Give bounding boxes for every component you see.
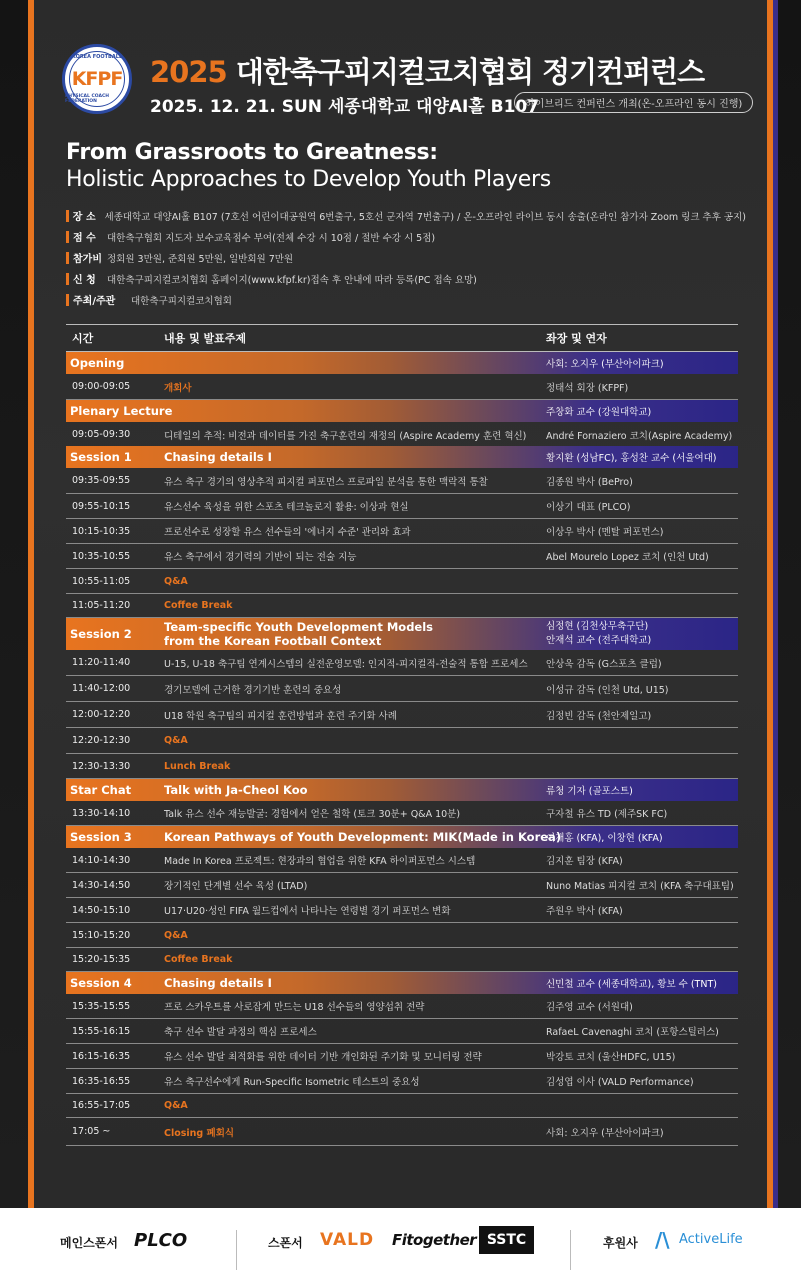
- section-row: [66, 779, 738, 801]
- row-time: 09:00-09:05: [72, 381, 131, 392]
- row-content: 디테일의 추적: 비전과 데이터를 가진 축구훈련의 재정의 (Aspire Academy 훈련 혁신): [164, 430, 527, 442]
- header-time: 시간: [72, 332, 94, 345]
- row-content: Q&A: [164, 575, 188, 587]
- row-time: 09:55-10:15: [72, 500, 131, 512]
- row-time: 14:10-14:30: [72, 854, 131, 866]
- row-content: 유스선수 육성을 위한 스포츠 테크놀로지 활용: 이상과 현실: [164, 502, 409, 513]
- info-line: [66, 292, 746, 307]
- section-row: [66, 352, 738, 374]
- english-title-1: From Grassroots to Greatness:: [66, 140, 438, 165]
- table-row: [66, 650, 738, 676]
- row-speaker: 주창화 교수 (강원대학교): [546, 407, 652, 418]
- row-content: 프로 스카우트를 사로잡게 만드는 U18 선수들의 영양섭취 전략: [164, 1002, 425, 1013]
- row-time: 15:20-15:35: [72, 954, 131, 965]
- row-time: 16:15-16:35: [72, 1050, 131, 1062]
- table-row: [66, 948, 738, 972]
- table-row: [66, 594, 738, 618]
- row-time: 15:55-16:15: [72, 1025, 131, 1037]
- row-time: Opening: [70, 356, 125, 370]
- info-key: 장 소: [72, 212, 96, 223]
- plco-logo: PLCO: [134, 1230, 188, 1251]
- sponsor-footer: [0, 1208, 801, 1281]
- table-row: [66, 569, 738, 594]
- table-row: [66, 544, 738, 569]
- row-time: Session 1: [70, 450, 132, 464]
- row-time: 15:10-15:20: [72, 929, 131, 941]
- info-key: 주최/주관: [73, 296, 116, 307]
- info-key: 참가비: [73, 254, 102, 265]
- row-content: Q&A: [164, 1100, 188, 1111]
- logo-ring-bottom: PHYSICAL COACH FEDERATION: [65, 94, 110, 104]
- table-row: [66, 1069, 738, 1094]
- row-time: 14:50-15:10: [72, 904, 131, 916]
- info-bar: [66, 252, 69, 264]
- logo-ring-top: KOREA FOOTBALL: [71, 54, 123, 60]
- row-speaker-line-1: 심정현 (김천상무축구단): [546, 621, 649, 632]
- row-time: 10:15-10:35: [72, 525, 131, 537]
- row-speaker: 류청 기자 (골포스트): [546, 786, 633, 797]
- row-speaker: 이성규 감독 (인천 Utd, U15): [546, 684, 669, 696]
- hybrid-badge: 하이브리드 컨퍼런스 개최(온-오프라인 동시 진행): [514, 92, 753, 113]
- table-row: [66, 728, 738, 754]
- row-content: Chasing details I: [164, 976, 272, 990]
- row-time: 09:35-09:55: [72, 475, 131, 486]
- row-speaker: RafaeL Cavenaghi 코치 (포항스틸러스): [546, 1027, 719, 1038]
- row-content-line-2: from the Korean Football Context: [164, 634, 382, 648]
- left-stripe: [0, 0, 34, 1208]
- row-content: Made In Korea 프로젝트: 현장과의 협업을 위한 KFA 하이퍼포먼스 시스템: [164, 856, 476, 867]
- row-time: 12:30-13:30: [72, 760, 131, 772]
- row-speaker: 신민철 교수 (세종대학교), 황보 수 (TNT): [546, 979, 717, 990]
- row-speaker-line-2: 안재석 교수 (전주대학교): [546, 635, 652, 646]
- right-stripe: [767, 0, 801, 1208]
- row-content: Closing 폐회식: [164, 1127, 235, 1139]
- row-time: 15:35-15:55: [72, 1000, 131, 1012]
- info-bar: [66, 273, 69, 285]
- page-title: [150, 50, 704, 91]
- footer-divider-1: [236, 1230, 237, 1270]
- activelife-mark-icon: /\: [655, 1228, 670, 1252]
- row-time: 10:55-11:05: [72, 575, 131, 587]
- row-content: Coffee Break: [164, 600, 233, 611]
- row-content: 유스 선수 발달 최적화를 위한 데이터 기반 개인화된 주기화 및 모니터링 전략: [164, 1052, 482, 1063]
- table-row: [66, 676, 738, 702]
- row-speaker: 주원우 박사 (KFA): [546, 906, 623, 917]
- fitogether-logo: Fitogether: [392, 1231, 477, 1249]
- section-row: [66, 826, 738, 848]
- row-speaker: 김종원 박사 (BePro): [546, 476, 633, 488]
- sstc-logo: SSTC: [479, 1226, 534, 1254]
- row-time: Star Chat: [70, 783, 132, 797]
- schedule-table: [66, 324, 738, 1139]
- row-speaker: 김정빈 감독 (천안제일고): [546, 710, 652, 722]
- title-text: 대한축구피지컬코치협회 정기컨퍼런스: [235, 55, 705, 89]
- table-header: [66, 324, 738, 352]
- footer-divider-2: [570, 1230, 571, 1270]
- row-content: Q&A: [164, 929, 188, 941]
- row-speaker: 이상우 박사 (멘탈 퍼포먼스): [546, 527, 664, 538]
- row-content: Q&A: [164, 735, 188, 746]
- row-content: 축구 선수 발달 과정의 핵심 프로세스: [164, 1027, 317, 1038]
- table-row: [66, 702, 738, 728]
- table-row: [66, 898, 738, 923]
- row-speaker: André Fornaziero 코치(Aspire Academy): [546, 430, 733, 442]
- table-row: [66, 468, 738, 494]
- row-speaker: 김지훈 팀장 (KFA): [546, 856, 623, 867]
- kfpf-logo: [62, 44, 132, 114]
- sponsor-label: 스폰서: [268, 1236, 303, 1250]
- table-row: [66, 494, 738, 519]
- row-time: Plenary Lecture: [70, 404, 173, 418]
- row-time: 14:30-14:50: [72, 879, 131, 891]
- info-line: [66, 208, 746, 223]
- row-time: Session 2: [70, 627, 132, 641]
- section-row: [66, 618, 738, 650]
- row-speaker: [546, 620, 738, 648]
- info-value: 대한축구피지컬코치협회 홈페이지(www.kfpf.kr)접속 후 안내에 따라 등록(PC 접속 요망): [107, 274, 477, 286]
- info-line: [66, 229, 746, 244]
- row-speaker: 김주영 교수 (서원대): [546, 1002, 633, 1013]
- section-row: [66, 972, 738, 994]
- row-content: [164, 620, 546, 648]
- row-speaker: 구자철 유스 TD (제주SK FC): [546, 809, 668, 820]
- row-content: U17·U20·성인 FIFA 월드컵에서 나타나는 연령별 경기 퍼포먼스 변화: [164, 906, 451, 917]
- info-bar: [66, 294, 69, 306]
- row-speaker: 사회: 오지우 (부산아이파크): [546, 1127, 664, 1139]
- row-time: 11:20-11:40: [72, 657, 131, 668]
- vald-logo: VALD: [320, 1230, 375, 1250]
- row-time: Session 3: [70, 830, 132, 844]
- row-time: 10:35-10:55: [72, 550, 131, 562]
- date-venue: 2025. 12. 21. SUN 세종대학교 대양AI홀 B107: [150, 97, 540, 117]
- english-title-2: Holistic Approaches to Develop Youth Players: [66, 167, 551, 192]
- logo-text: KFPF: [71, 68, 123, 90]
- table-row: [66, 923, 738, 948]
- row-content-line-1: Team-specific Youth Development Models: [164, 620, 434, 634]
- table-row: [66, 422, 738, 448]
- row-speaker: 안상욱 감독 (G스포츠 클럽): [546, 658, 662, 670]
- main-sponsor-label: 메인스폰서: [60, 1236, 118, 1250]
- row-content: Coffee Break: [164, 954, 233, 965]
- row-content: 유스 축구선수에게 Run-Specific Isometric 테스트의 중요성: [164, 1077, 420, 1088]
- table-row: [66, 1118, 738, 1146]
- row-speaker: 사회: 오지우 (부산아이파크): [546, 359, 664, 370]
- row-content: U-15, U-18 축구팀 연계시스템의 실전운영모델: 인지적-피지컬적-전술적 통합 프로세스: [164, 658, 528, 670]
- table-row: [66, 873, 738, 898]
- table-row: [66, 801, 738, 826]
- info-bar: [66, 210, 69, 222]
- title-year: 2025: [150, 55, 227, 89]
- row-content: 장기적인 단계별 선수 육성 (LTAD): [164, 881, 308, 892]
- row-time: 11:40-12:00: [72, 683, 131, 694]
- table-row: [66, 994, 738, 1019]
- info-value: 대한축구협회 지도자 보수교육점수 부여(전체 수강 시 10점 / 절반 수강 시 5점): [107, 232, 436, 244]
- table-row: [66, 519, 738, 544]
- row-content: Talk with Ja-Cheol Koo: [164, 783, 308, 797]
- supporter-label: 후원사: [603, 1236, 638, 1250]
- info-value: 정회원 3만원, 준회원 5만원, 일반회원 7만원: [107, 253, 294, 265]
- row-time: 16:35-16:55: [72, 1075, 131, 1087]
- row-content: 개회사: [164, 382, 192, 394]
- row-speaker: 이재홍 (KFA), 이창현 (KFA): [546, 833, 663, 844]
- table-row: [66, 848, 738, 873]
- row-speaker: 이상기 대표 (PLCO): [546, 502, 631, 513]
- info-value: 대한축구피지컬코치협회: [131, 295, 232, 307]
- row-speaker: Abel Mourelo Lopez 코치 (인천 Utd): [546, 552, 709, 563]
- row-time: 12:20-12:30: [72, 735, 131, 746]
- row-content: Korean Pathways of Youth Development: MIK(Made in Korea): [164, 830, 562, 844]
- row-content: Lunch Break: [164, 760, 231, 772]
- row-speaker: 김성엽 이사 (VALD Performance): [546, 1077, 694, 1088]
- row-content: Chasing details I: [164, 450, 272, 464]
- row-time: 12:00-12:20: [72, 709, 131, 720]
- row-content: Talk 유스 선수 재능발굴: 경험에서 얻은 철학 (토크 30분+ Q&A 10분): [164, 809, 461, 820]
- row-content: 유스 축구에서 경기력의 기반이 되는 전술 지능: [164, 552, 357, 563]
- table-row: [66, 1019, 738, 1044]
- table-row: [66, 1094, 738, 1118]
- row-time: 11:05-11:20: [72, 600, 131, 611]
- row-time: 13:30-14:10: [72, 807, 131, 819]
- info-key: 신 청: [73, 275, 96, 286]
- row-content: U18 학원 축구팀의 피지컬 훈련방법과 훈련 주기화 사례: [164, 710, 397, 722]
- row-content: 유스 축구 경기의 영상추적 피지컬 퍼포먼스 프로파일 분석을 통한 맥락적 통찰: [164, 476, 488, 488]
- row-content: 프로선수로 성장할 유스 선수들의 '에너지 수준' 관리와 효과: [164, 527, 411, 538]
- table-row: [66, 374, 738, 400]
- table-row: [66, 1044, 738, 1069]
- row-time: 16:55-17:05: [72, 1100, 131, 1111]
- info-line: [66, 250, 746, 265]
- info-value: 세종대학교 대양AI홀 B107 (7호선 어린이대공원역 6번출구, 5호선 군자역 7번출구) / 온-오프라인 라이브 동시 송출(온라인 참가자 Zoom 링크 추후 공지): [104, 211, 746, 223]
- info-key: 점 수: [73, 233, 96, 244]
- header-speaker: 좌장 및 연자: [546, 332, 607, 345]
- header-content: 내용 및 발표주제: [164, 332, 247, 345]
- row-content: 경기모델에 근거한 경기기반 훈련의 중요성: [164, 684, 342, 696]
- activelife-logo: ActiveLife: [679, 1232, 743, 1247]
- info-line: [66, 271, 746, 286]
- table-row: [66, 754, 738, 779]
- row-speaker: 황지환 (성남FC), 홍성찬 교수 (서울여대): [546, 453, 717, 464]
- section-row: [66, 446, 738, 468]
- section-row: [66, 400, 738, 422]
- row-time: Session 4: [70, 976, 132, 990]
- row-speaker: 박강토 코치 (울산HDFC, U15): [546, 1052, 676, 1063]
- info-bar: [66, 231, 69, 243]
- row-speaker: 정태석 회장 (KFPF): [546, 382, 629, 394]
- row-time: 09:05-09:30: [72, 429, 131, 440]
- row-speaker: Nuno Matias 피지컬 코치 (KFA 축구대표팀): [546, 881, 734, 892]
- row-time: 17:05 ~: [72, 1126, 111, 1137]
